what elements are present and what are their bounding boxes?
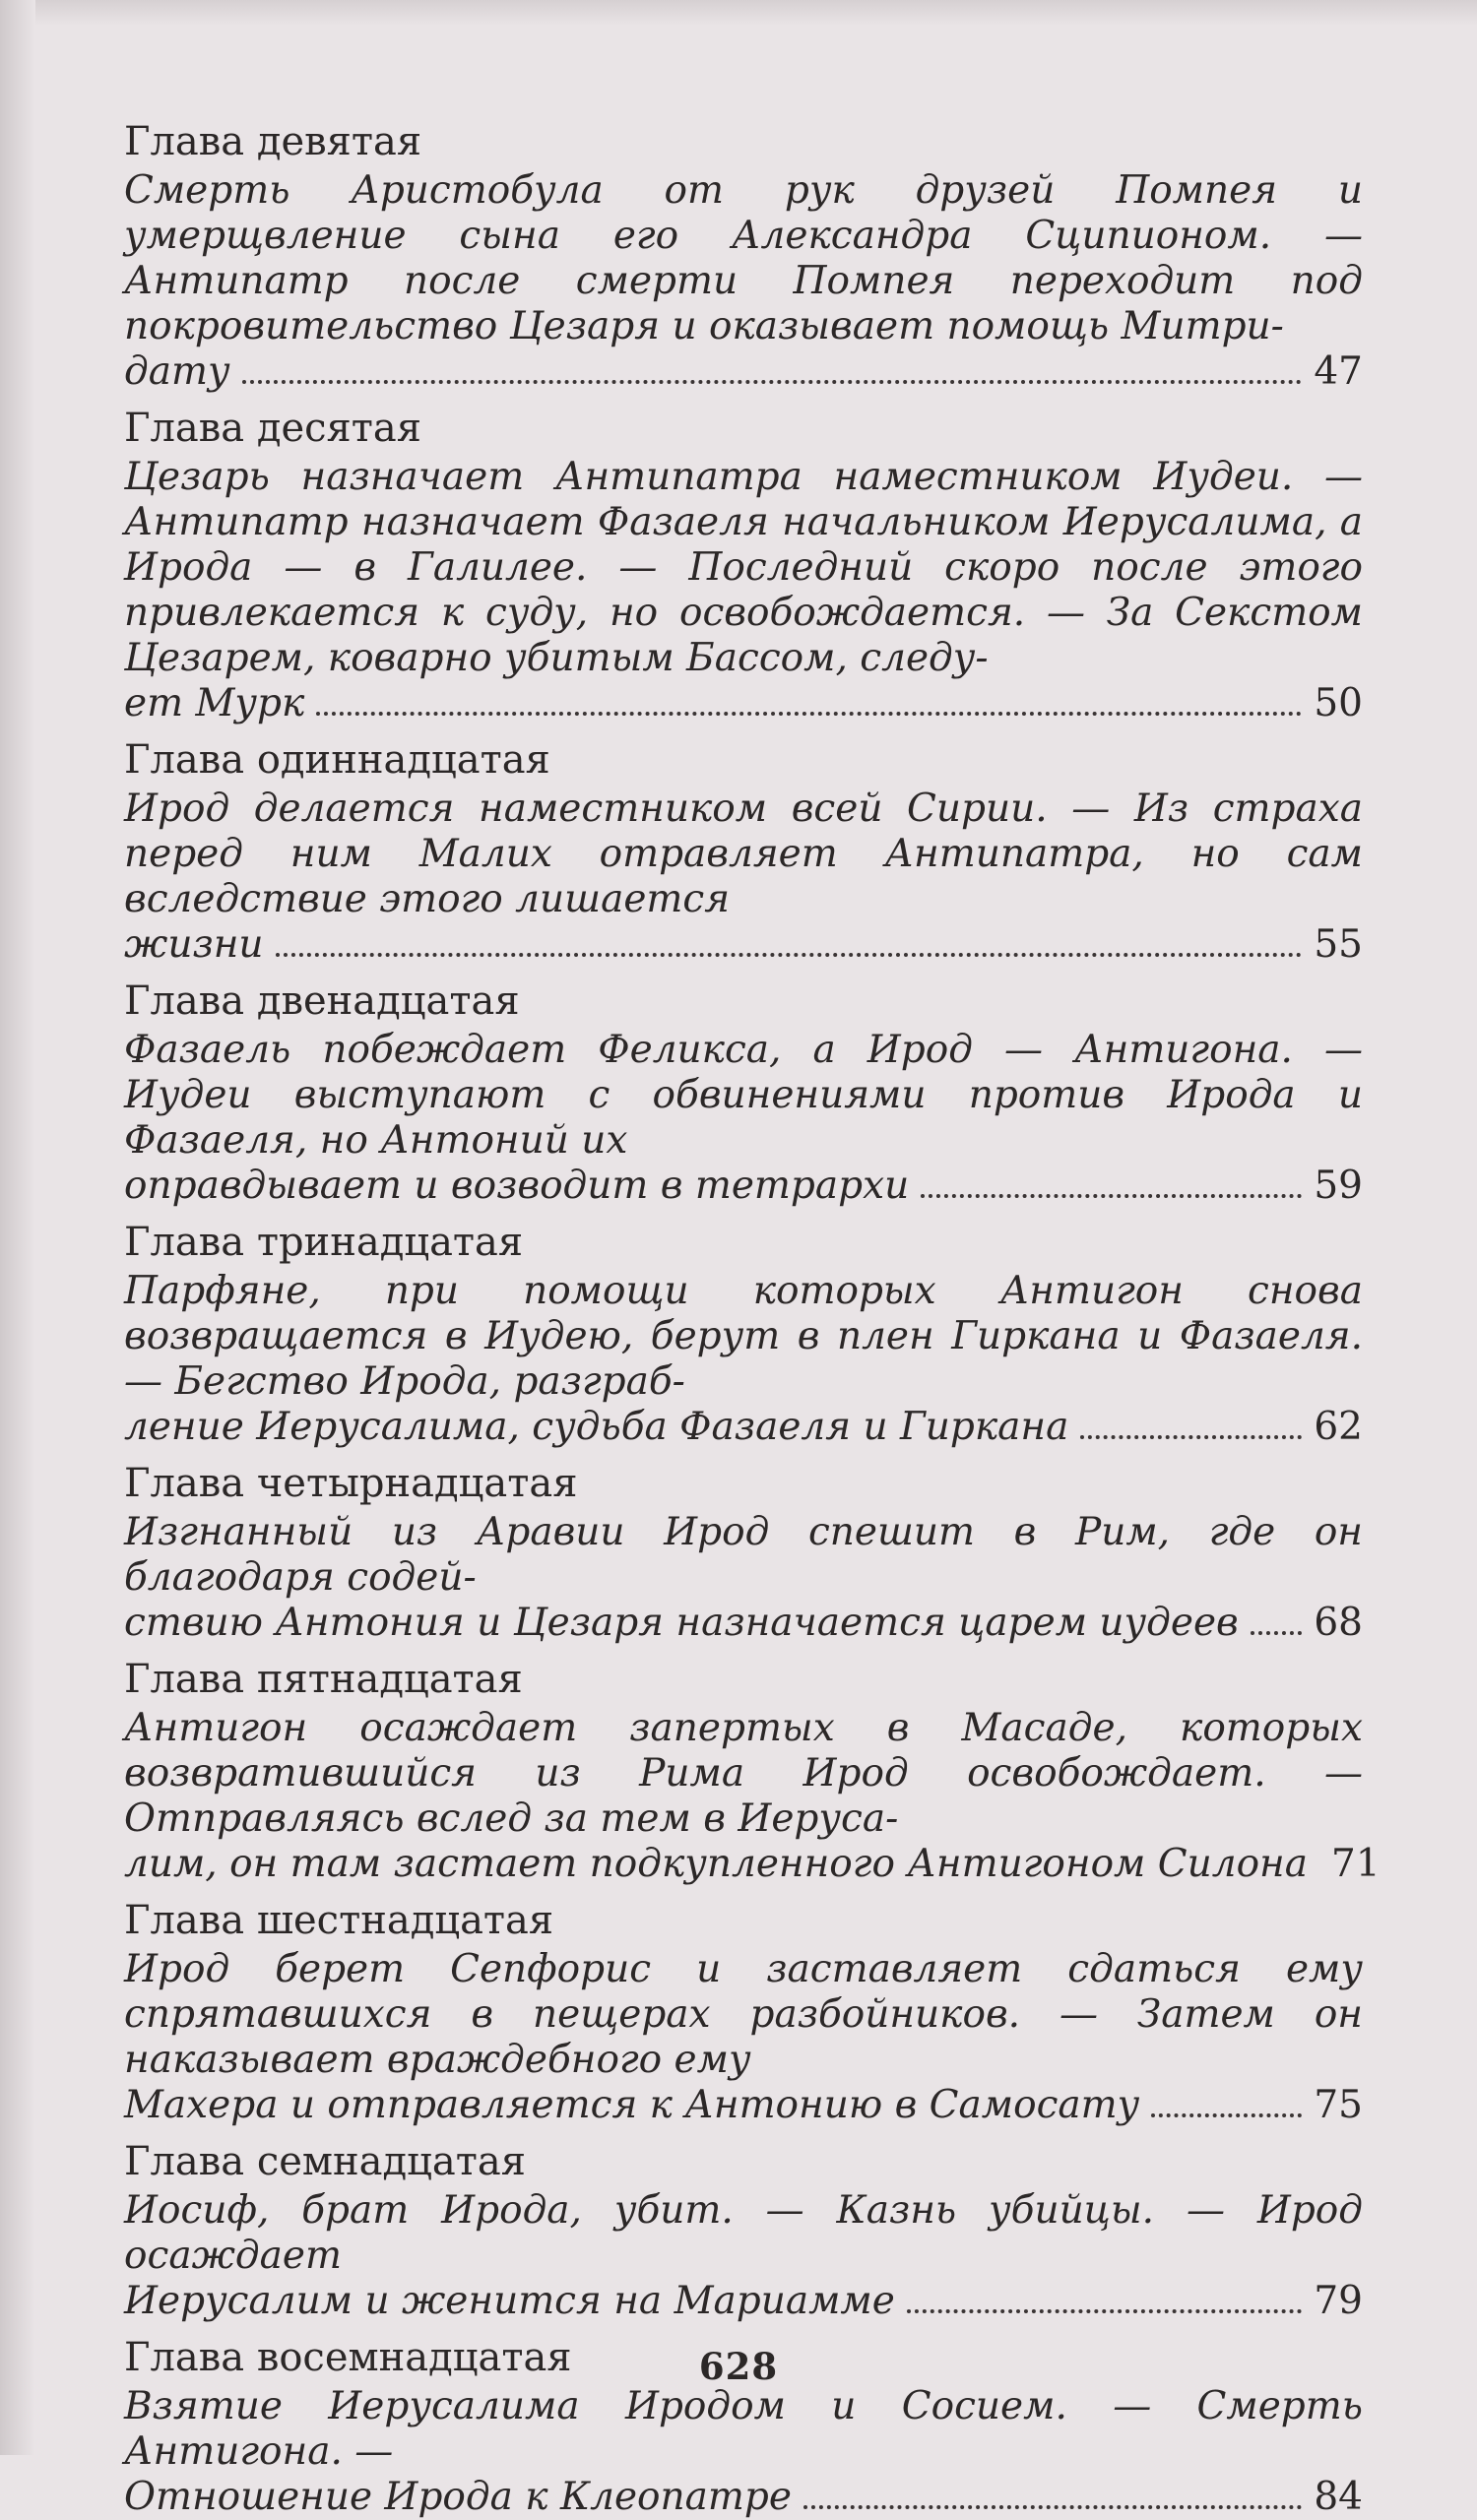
- chapter-summary: Парфяне, при помощи которых Антигон снова возвращается в Иудею, берут в плен Гиркана и Фазаеля. — Бегство Ирода, разграб-: [124, 1269, 1363, 1404]
- toc-leader-line: [124, 1405, 1363, 1450]
- chapter-summary: Антигон осаждает запертых в Масаде, которых возвратившийся из Рима Ирод освобождает. — Отправляясь вслед за тем в Иеруса-: [124, 1706, 1363, 1841]
- page-number: 50: [1314, 681, 1363, 725]
- toc-entry: [124, 1217, 1363, 1450]
- toc-entry: [124, 1895, 1363, 2128]
- page-number: 79: [1314, 2279, 1363, 2323]
- chapter-summary-end: Иерусалим и женится на Мариамме: [124, 2279, 895, 2323]
- page-number: 71: [1331, 1842, 1381, 1886]
- toc-leader-line: [124, 1601, 1363, 1646]
- chapter-summary: Иосиф, брат Ирода, убит. — Казнь убийцы. — Ирод осаждает: [124, 2188, 1363, 2278]
- toc-leader-line: [124, 349, 1363, 395]
- dot-leader: [1251, 1631, 1303, 1635]
- chapter-title: Глава семнадцатая: [124, 2139, 526, 2184]
- chapter-summary-end: ствию Антония и Цезаря назначается царем иудеев: [124, 1601, 1239, 1645]
- page-number: 55: [1314, 922, 1363, 967]
- chapter-summary-end: оправдывает и возводит в тетрархи: [124, 1164, 910, 1208]
- chapter-title: Глава девятая: [124, 119, 422, 164]
- chapter-title: Глава восемнадцатая: [124, 2335, 572, 2380]
- dot-leader: [242, 380, 1303, 384]
- chapter-summary: Ирод берет Сепфорис и заставляет сдаться ему спрятавшихся в пещерах разбойников. — Затем он наказывает враждебного ему: [124, 1947, 1363, 2082]
- toc-leader-line: [124, 922, 1363, 968]
- dot-leader: [276, 953, 1303, 957]
- toc-leader-line: [124, 1842, 1381, 1887]
- chapter-summary-end: Отношение Ирода к Клеопатре: [124, 2475, 792, 2519]
- chapter-summary: Смерть Аристобула от рук друзей Помпея и умерщвление сына его Александра Сципионом. — Антипатр после смерти Помпея переходит под покровительство Цезаря и оказывает помощь Митри-: [124, 168, 1363, 348]
- dot-leader: [316, 712, 1302, 716]
- toc-entry: [124, 1458, 1363, 1646]
- toc-entry: [124, 1654, 1381, 1887]
- toc-leader-line: [124, 2279, 1363, 2324]
- dot-leader: [803, 2505, 1302, 2509]
- page-number: 68: [1314, 1601, 1363, 1645]
- chapter-title: Глава пятнадцатая: [124, 1657, 523, 1702]
- dot-leader: [1151, 2113, 1302, 2117]
- page-number: 84: [1314, 2475, 1363, 2519]
- chapter-summary-end: дату: [124, 349, 230, 394]
- table-of-contents: [124, 116, 1381, 2520]
- chapter-summary-end: лим, он там застает подкупленного Антигоном Силона: [124, 1842, 1308, 1886]
- chapter-title: Глава шестнадцатая: [124, 1898, 554, 1943]
- chapter-summary: Цезарь назначает Антипатра наместником Иудеи. — Антипатр назначает Фазаеля начальником Иерусалима, а Ирода — в Галилее. — Последний скоро после этого привлекается к суду, но освобождается. — За Секстом Цезарем, коварно убитым Бассом, следу-: [124, 455, 1363, 680]
- toc-entry: [124, 2136, 1363, 2324]
- page-number: 47: [1314, 349, 1363, 394]
- chapter-title: Глава десятая: [124, 406, 421, 451]
- page-top-shadow: [0, 0, 1477, 26]
- toc-leader-line: [124, 1164, 1363, 1209]
- chapter-title: Глава двенадцатая: [124, 978, 520, 1024]
- toc-entry: [124, 403, 1363, 726]
- chapter-summary-end: ление Иерусалима, судьба Фазаеля и Гиркана: [124, 1405, 1069, 1449]
- dot-leader: [921, 1194, 1302, 1198]
- chapter-summary: Изгнанный из Аравии Ирод спешит в Рим, где он благодаря содей-: [124, 1510, 1363, 1600]
- chapter-title: Глава одиннадцатая: [124, 737, 550, 783]
- page-number: 59: [1314, 1164, 1363, 1208]
- chapter-summary: Взятие Иерусалима Иродом и Сосием. — Смерть Антигона. —: [124, 2384, 1363, 2474]
- chapter-summary: Ирод делается наместником всей Сирии. — Из страха перед ним Малих отравляет Антипатра, но сам вследствие этого лишается: [124, 787, 1363, 921]
- chapter-summary-end: жизни: [124, 922, 264, 967]
- toc-entry: [124, 976, 1363, 1209]
- page-spine-shadow: [0, 0, 35, 2455]
- page-number: 62: [1314, 1405, 1363, 1449]
- folio-page-number: 628: [698, 2345, 779, 2388]
- toc-leader-line: [124, 681, 1363, 726]
- toc-entry: [124, 116, 1363, 395]
- chapter-title: Глава тринадцатая: [124, 1220, 524, 1265]
- chapter-summary: Фазаель побеждает Феликса, а Ирод — Антигона. — Иудеи выступают с обвинениями против Ирода и Фазаеля, но Антоний их: [124, 1028, 1363, 1163]
- chapter-summary-end: Махера и отправляется к Антонию в Самосату: [124, 2083, 1140, 2127]
- chapter-summary-end: ет Мурк: [124, 681, 305, 725]
- toc-leader-line: [124, 2083, 1363, 2128]
- toc-leader-line: [124, 2475, 1363, 2520]
- page-number: 75: [1314, 2083, 1363, 2127]
- chapter-title: Глава четырнадцатая: [124, 1461, 578, 1506]
- dot-leader: [907, 2309, 1303, 2313]
- dot-leader: [1080, 1435, 1302, 1439]
- toc-entry: [124, 734, 1363, 968]
